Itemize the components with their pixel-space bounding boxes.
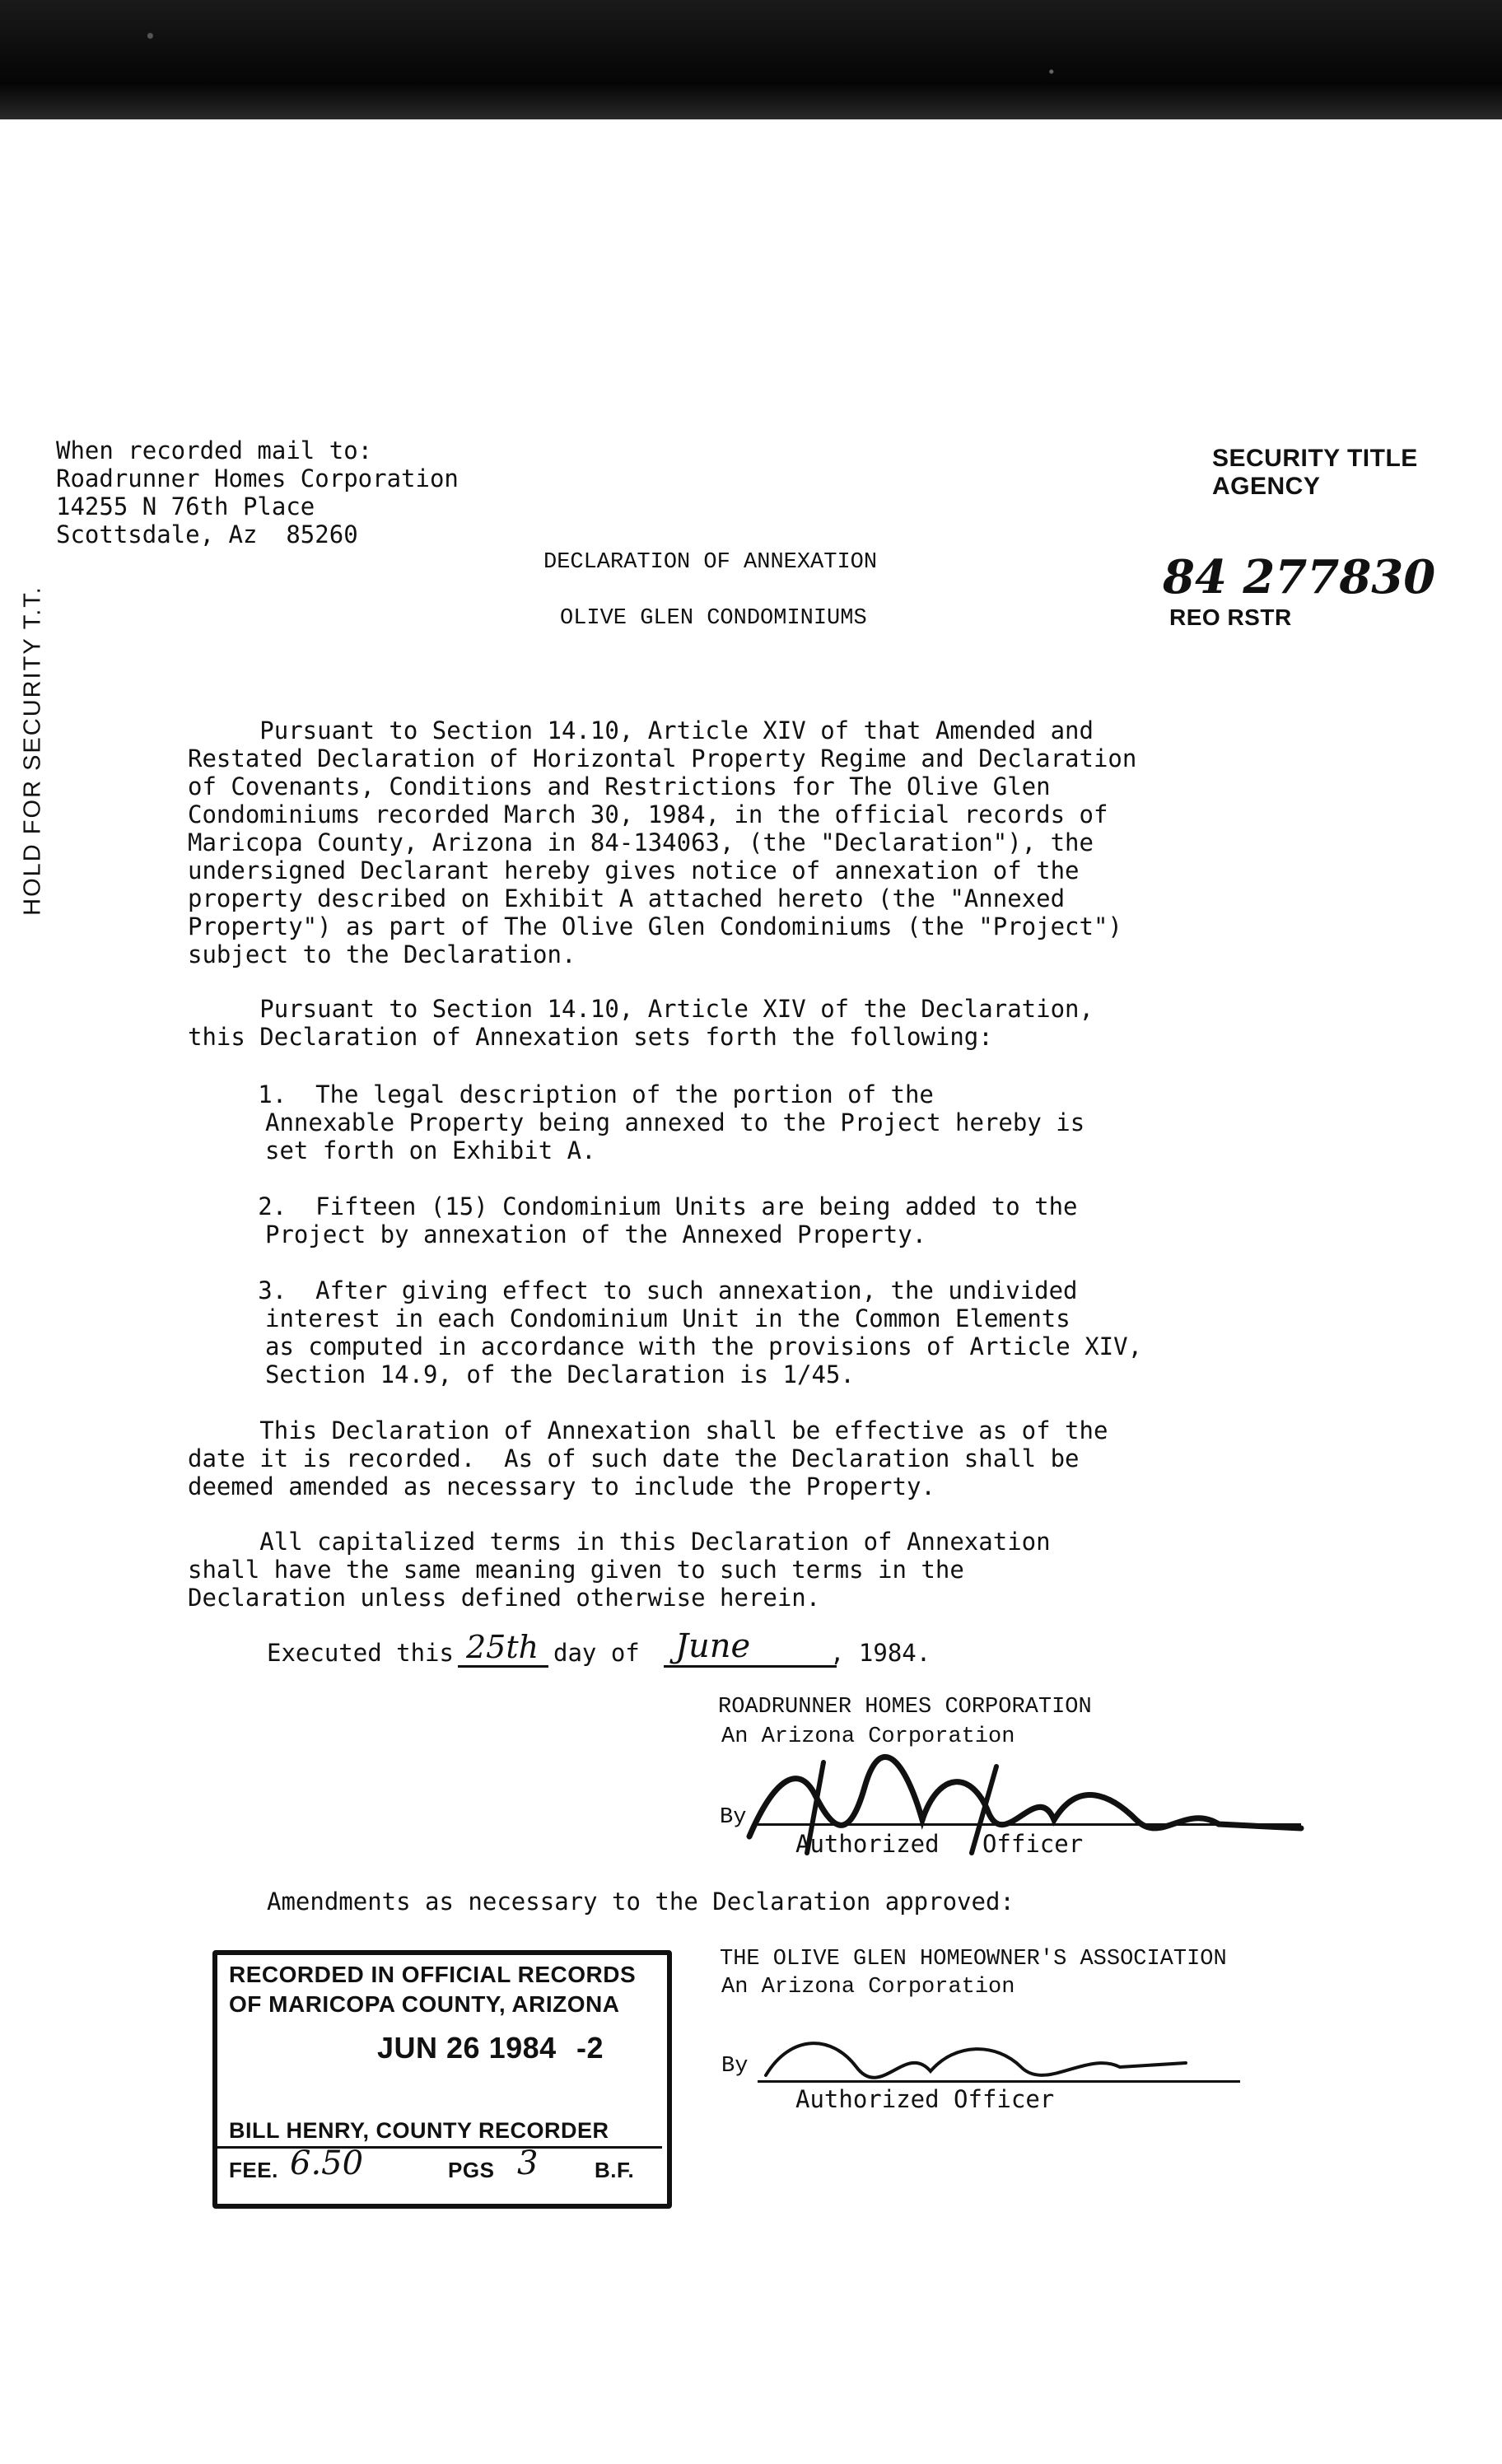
signer1-by-label: By	[720, 1805, 747, 1830]
text-line: All capitalized terms in this Declaration of Annexation	[188, 1528, 1051, 1556]
paragraph-pursuant	[188, 995, 1225, 1051]
stamp-fee-label: FEE.	[229, 2158, 278, 2182]
stamp-time: -2	[576, 2031, 604, 2065]
mail-to-line: When recorded mail to:	[56, 436, 373, 464]
paragraph-intro	[188, 716, 1225, 968]
text-line: of Covenants, Conditions and Restrictions for The Olive Glen	[188, 772, 1051, 800]
executed-suffix: , 1984.	[830, 1639, 931, 1667]
record-number: 84 277830	[1163, 550, 1436, 604]
signer1-role: Authorized Officer	[795, 1830, 1084, 1858]
paragraph-terms	[188, 1528, 1225, 1612]
text-line: as computed in accordance with the provisions of Article XIV,	[265, 1332, 1143, 1360]
text-line: shall have the same meaning given to such terms in the	[188, 1556, 964, 1584]
text-line: undersigned Declarant hereby gives notice of annexation of the	[188, 856, 1080, 884]
signer1-type: An Arizona Corporation	[721, 1724, 1015, 1749]
signer2-role: Authorized Officer	[795, 2085, 1055, 2113]
document-subtitle: OLIVE GLEN CONDOMINIUMS	[560, 606, 867, 631]
text-line: Condominiums recorded March 30, 1984, in the official records of	[188, 800, 1108, 828]
list-item-3	[186, 1276, 1303, 1388]
text-line: property described on Exhibit A attached hereto (the "Annexed	[188, 884, 1066, 912]
executed-prefix: Executed this	[267, 1639, 454, 1667]
scan-top-border	[0, 0, 1502, 119]
text-line: date it is recorded. As of such date the Declaration shall be	[188, 1444, 1080, 1472]
text-line: 1. The legal description of the portion of the	[186, 1080, 934, 1108]
record-tag: REO RSTR	[1169, 604, 1292, 630]
stamp-bf: B.F.	[595, 2158, 635, 2182]
signer2-company: THE OLIVE GLEN HOMEOWNER'S ASSOCIATION	[720, 1947, 1227, 1972]
stamp-pgs-label: PGS	[448, 2158, 495, 2182]
side-hold-stamp: HOLD FOR SECURITY T.T.	[19, 586, 46, 916]
stamp-divider	[217, 2146, 662, 2149]
text-line: Project by annexation of the Annexed Property.	[265, 1220, 927, 1248]
stamp-pgs-value: 3	[517, 2144, 539, 2182]
text-line: Property") as part of The Olive Glen Condominiums (the "Project")	[188, 912, 1122, 940]
paragraph-effective	[188, 1416, 1225, 1500]
signer2-by-label: By	[721, 2054, 749, 2079]
stamp-line2: OF MARICOPA COUNTY, ARIZONA	[229, 1991, 620, 2017]
list-item-2	[186, 1192, 1303, 1248]
text-line: This Declaration of Annexation shall be effective as of the	[188, 1416, 1108, 1444]
day-underline	[458, 1665, 548, 1668]
mail-to-line: Roadrunner Homes Corporation	[56, 464, 459, 492]
signer2-type: An Arizona Corporation	[721, 1975, 1015, 2000]
text-line: Maricopa County, Arizona in 84-134063, (the "Declaration"), the	[188, 828, 1094, 856]
signer2-signature-line	[758, 2080, 1240, 2083]
executed-middle: day of	[553, 1639, 640, 1667]
document-title: DECLARATION OF ANNEXATION	[543, 550, 878, 575]
stamp-recorder: BILL HENRY, COUNTY RECORDER	[229, 2118, 609, 2143]
text-line: Declaration unless defined otherwise herein.	[188, 1584, 821, 1612]
text-line: Pursuant to Section 14.10, Article XIV of the Declaration,	[188, 995, 1094, 1023]
signer1-company: ROADRUNNER HOMES CORPORATION	[718, 1695, 1092, 1720]
list-item-1	[186, 1080, 1303, 1164]
stamp-line1: RECORDED IN OFFICIAL RECORDS	[229, 1962, 637, 1987]
stamp-fee-value: 6.50	[290, 2144, 364, 2182]
text-line: 3. After giving effect to such annexation, the undivided	[186, 1276, 1078, 1304]
mail-to-block	[56, 436, 459, 548]
amendments-line: Amendments as necessary to the Declaration approved:	[267, 1888, 1015, 1916]
text-line: 2. Fifteen (15) Condominium Units are being added to the	[186, 1192, 1078, 1220]
stamp-date: JUN 26 1984	[377, 2031, 557, 2065]
text-line: Annexable Property being annexed to the Project hereby is	[265, 1108, 1085, 1136]
mail-to-line: Scottsdale, Az 85260	[56, 520, 358, 548]
text-line: Section 14.9, of the Declaration is 1/45.	[265, 1360, 855, 1388]
mail-to-line: 14255 N 76th Place	[56, 492, 315, 520]
text-line: this Declaration of Annexation sets forth the following:	[188, 1023, 993, 1051]
text-line: deemed amended as necessary to include the Property.	[188, 1472, 935, 1500]
executed-day: 25th	[466, 1629, 539, 1665]
executed-month: June	[675, 1627, 751, 1665]
text-line: subject to the Declaration.	[188, 940, 576, 968]
signer1-signature-line	[758, 1823, 1301, 1826]
text-line: Restated Declaration of Horizontal Property Regime and Declaration	[188, 744, 1137, 772]
text-line: set forth on Exhibit A.	[265, 1136, 596, 1164]
text-line: interest in each Condominium Unit in the Common Elements	[265, 1304, 1071, 1332]
text-line: Pursuant to Section 14.10, Article XIV of that Amended and	[188, 716, 1094, 744]
agency-name: SECURITY TITLE AGENCY	[1212, 445, 1418, 500]
month-underline	[664, 1665, 837, 1668]
